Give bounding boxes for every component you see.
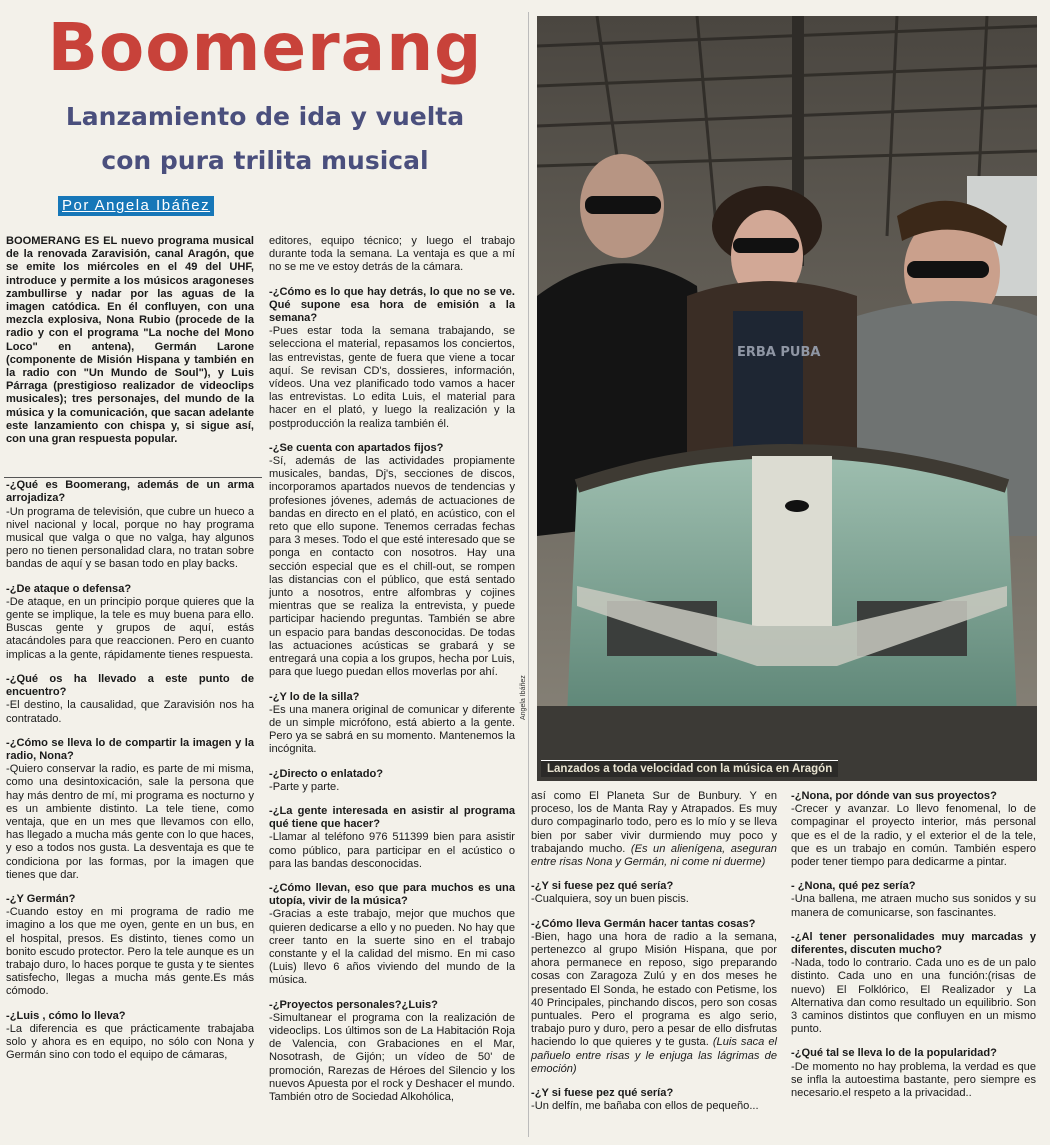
interview-answer: -Cualquiera, soy un buen piscis.	[531, 893, 689, 906]
interview-question: -¿Cómo es lo que hay detrás, lo que no se ve. Qué supone esa hora de emisión a la semana?	[269, 285, 515, 325]
subtitle-line-1: Lanzamiento de ida y vuelta	[65, 102, 465, 131]
interview-question: -¿Al tener personalidades muy marcadas y diferentes, discuten mucho?	[791, 930, 1036, 957]
interview-question: -¿Qué es Boomerang, además de un arma arrojadiza?	[6, 479, 254, 505]
interview-answer: -Parte y parte.	[269, 780, 340, 793]
interview-block	[269, 235, 515, 275]
interview-question: -¿Y si fuese pez qué sería?	[531, 1087, 674, 1100]
article-title: Boomerang	[47, 9, 483, 86]
interview-question: -¿Y lo de la silla?	[269, 690, 360, 703]
interview-question: -¿Se cuenta con apartados fijos?	[269, 441, 444, 454]
photo-credit: Angela Ibáñez	[520, 675, 527, 720]
interview-answer: -Cuando estoy en mi programa de radio me imagino a los que me oyen, gente en un bus, en el hospital, presos. Es distinto, tienes como un bonito escudo protector. Pero la tele aunque es un trabajo duro, lo haces porque te gusta y te sientes satisfecho, llegas a mucha más gente.Es más cómodo.	[6, 906, 254, 998]
interview-answer: -Un programa de televisión, que cubre un hueco a nivel nacional y local, porque no hay programa musical que valga o que no valga, hay algunos pero no tienen personalidad clara, no tratan sobre bandas de aquí y se basan todo en play backs.	[6, 505, 254, 571]
column-4	[791, 790, 1036, 1111]
interview-question: -¿Cómo se lleva lo de compartir la imagen y la radio, Nona?	[6, 736, 254, 762]
interview-block	[269, 286, 515, 431]
interview-block	[531, 790, 777, 869]
interview-answer: -De ataque, en un principio porque quieres que la gente se implique, la tele es muy buena para ello. Buscas gente y grupos de aquí, estás atacándoles para que reaccionen. Pero en cuanto implicas a la gente, rápidamente tienes respuesta.	[6, 595, 254, 661]
interview-question: -¿Qué tal se lleva lo de la popularidad?	[791, 1047, 997, 1060]
interview-question: -¿Directo o enlatado?	[269, 767, 384, 780]
interview-answer: -Es una manera original de comunicar y diferente de un simple micrófono, está abierto a la gente. Pero ya se sabrá en su momento. Mantenemos la incógnita.	[269, 703, 515, 756]
interview-aside: (Es un alienígena, aseguran entre risas Nona y Germán, ni come ni duerme)	[531, 842, 777, 869]
interview-block	[791, 790, 1036, 869]
byline: Por Angela Ibáñez	[58, 196, 214, 216]
shirt-print: ERBA PUBA	[737, 345, 821, 360]
interview-answer: -Pues estar toda la semana trabajando, se selecciona el material, repasamos los conciertos, las entrevistas, gente de fuera que viene a tocar aquí. Se revisan CD's, dossieres, información, vídeos. Una vez planificado todo vamos a hacer las entrevistas. Lo edita Luis, el material para hacer en el plató, y luego la realización y la postproducción la realiza también él.	[269, 325, 515, 430]
interview-answer: -Bien, hago una hora de radio a la semana, pertenezco al grupo Misión Hispana, que por ahora permanece en reposo, sigo preparando cosas con Zaragoza Zulú y en dos meses he presentado El Sonda, he estado con Petisme, los 40 Principales, pinchando discos, pero son cosas puntuales. Pero el programa es algo serio, trabajo puro y duro, pero a pesar de ello disfrutas haciendo lo que quieres y te gusta.	[531, 930, 777, 1049]
column-1	[6, 235, 254, 1073]
interview-answer: -Simultanear el programa con la realización de videoclips. Los últimos son de La Habitación Roja de Valencia, con Grabaciones en el Mar, Nosotrash, de Gijón; un vídeo de 50' de promoción, Rarezas de Héroes del Silencio y los nuevos Apuesta por el rock y Deshacer el mundo. También otro de Sociedad Alkohólica,	[269, 1011, 515, 1103]
interview-block	[6, 893, 254, 999]
interview-block	[269, 805, 515, 871]
lead-text: nuevo programa musical de la renovada Zaravisión, canal Aragón, que se emite los miércoles en el 49 del UHF, introduce y permite a los músicos aragoneses zambullirse y nadar por las aguas de la imagen catódica. En él confluyen, con una mezcla explosiva, Nona Rubio (procede de la radio y con el programa "La noche del Mono Loco" en antena), Germán Larone (componente de Misión Hispana y también en la radio con "Un Mundo de Soul"), y Luis Párraga (prestigioso realizador de videoclips musicales); tres personajes, del mundo de la música y la comunicación, que sacan adelante este lanzamiento con chispa y, si sigue así, con una gran respuesta popular.	[6, 235, 254, 446]
interview-block	[531, 918, 777, 1076]
interview-question: -¿De ataque o defensa?	[6, 582, 132, 595]
photo-bumper-car	[537, 16, 1037, 781]
interview-question: -¿Nona, por dónde van sus proyectos?	[791, 790, 997, 802]
interview-block	[531, 1087, 777, 1113]
interview-question: -¿Luis , cómo lo lleva?	[6, 1009, 126, 1022]
lead-separator	[4, 477, 262, 478]
interview-answer: así como El Planeta Sur de Bunbury. Y en proceso, los de Manta Ray y Atrapados. Es muy duro compaginarlo todo, pero es lo mío y se lleva bien por saber vivir durmiendo muy poco y trabajando mucho.	[531, 790, 777, 855]
interview-block	[269, 442, 515, 680]
interview-answer: -Sí, además de las actividades propiamente musicales, bandas, Dj's, secciones de discos, incorporamos apartados nuevos de tendencias y profesiones jóvenes, además de actuaciones de bandas en directo en el plató, en acústico, con el reto que ello supone. Tenemos cerradas fechas para 3 meses. Todo el que esté interesado que se ponga en contacto con nosotros. Hay una sección especial que es el chill-out, se rompen las distancias con el público, que está sentado junto a nosotros, entre alfombras y cojines mientras que se realiza la entrevista, y puede participar haciendo preguntas. También se abre un espacio para bandas desconocidas. De todas las actuaciones acústicas se grabará y se entregará una copia a los grupos, hecha por Luis, para que luego puedan ellos moverlas por ahí.	[269, 455, 515, 679]
interview-block	[269, 691, 515, 757]
interview-answer: -Quiero conservar la radio, es parte de mi misma, como una desintoxicación, sale la persona que hay más dentro de mí, mi programa es nocturno y es un ambiente distinto. La tele tiene, como ventaja, que en un mes que llevamos con ello, has llegado a mucha más gente con lo que haces, y eso a todos nos gusta. La desventaja es que te condiciona por las formas, por la imagen que tienes que dar.	[6, 763, 254, 881]
photo-illustration	[537, 16, 1037, 781]
interview-block	[6, 737, 254, 882]
interview-answer: -Llamar al teléfono 976 511399 bien para asistir como público, para participar en el acústico o para las bandas desconocidas.	[269, 831, 515, 870]
interview-block	[269, 768, 515, 794]
interview-question: -¿Cómo llevan, eso que para muchos es una utopía, vivir de la música?	[269, 881, 515, 908]
interview-answer: -Nada, todo lo contrario. Cada uno es de un palo distinto. Cada uno en una función:(risas de nuevo) El Folklórico, El Realizador y La Alternativa dan como resultado un equilibrio. Son 3 caminos distintos que confluyen en un mismo punto.	[791, 957, 1036, 1036]
interview-block	[6, 479, 254, 571]
interview-block	[269, 882, 515, 988]
column-2	[269, 235, 515, 1115]
interview-answer: -El destino, la causalidad, que Zaravisión nos ha contratado.	[6, 699, 254, 725]
interview-question: -¿La gente interesada en asistir al programa qué tiene que hacer?	[269, 804, 515, 831]
interview-block	[6, 1010, 254, 1063]
interview-block	[791, 1047, 1036, 1100]
interview-block	[269, 999, 515, 1105]
column-3	[531, 790, 777, 1124]
interview-question: -¿Qué os ha llevado a este punto de encuentro?	[6, 672, 254, 699]
lead-caps: BOOMERANG ES EL	[6, 235, 118, 247]
interview-answer: -Crecer y avanzar. Lo llevo fenomenal, lo de compaginar el proyecto interior, más personal que es el de la radio, y el exterior el de la tele, que es un trabajo en común. También espero poder tener tiempo para dedicarme a pintar.	[791, 803, 1036, 869]
interview-answer: -Un delfín, me bañaba con ellos de pequeño...	[531, 1100, 759, 1113]
interview-answer: -La diferencia es que prácticamente trabajaba solo y ahora es en equipo, no sólo con Nona y Germán sino con todo el equipo de cámaras,	[6, 1022, 254, 1062]
interview-block	[791, 880, 1036, 920]
interview-answer: editores, equipo técnico; y luego el trabajo durante toda la semana. La ventaja es que a mí no se me ve estoy detrás de la cámara.	[269, 235, 515, 274]
lead-paragraph	[6, 235, 254, 446]
interview-question: -¿Cómo lleva Germán hacer tantas cosas?	[531, 917, 756, 930]
interview-question: -¿Y si fuese pez qué sería?	[531, 880, 674, 893]
interview-aside: (Luis saca el pañuelo entre risas y le enjuga las lágrimas de emoción)	[531, 1036, 778, 1075]
interview-block	[6, 673, 254, 726]
interview-block	[791, 931, 1036, 1037]
interview-question: -¿Y Germán?	[6, 892, 76, 905]
subtitle-line-2: con pura trilita musical	[101, 146, 429, 175]
article-subtitle	[30, 95, 500, 183]
interview-question: -¿Proyectos personales?¿Luis?	[269, 998, 438, 1011]
interview-block	[6, 583, 254, 662]
column-divider	[528, 12, 529, 1137]
photo-caption: Lanzados a toda velocidad con la música en Aragón	[541, 760, 838, 777]
interview-answer: -Gracias a este trabajo, mejor que muchos que quieren dedicarse a ello y no pueden. No hay que creer tanto en la suerte sino en el trabajo constante y el la calidad del mismo. En mi caso (Luis) llevo 6 años viviendo del mundo de la música.	[269, 908, 515, 987]
interview-answer: -De momento no hay problema, la verdad es que se infla la autoestima bastante, pero siempre es necesario.el respeto a la privacidad..	[791, 1060, 1036, 1100]
interview-answer: -Una ballena, me atraen mucho sus sonidos y su manera de comunicarse, son fascinantes.	[791, 893, 1036, 919]
interview-block	[531, 880, 777, 906]
interview-question: - ¿Nona, qué pez sería?	[791, 880, 916, 893]
